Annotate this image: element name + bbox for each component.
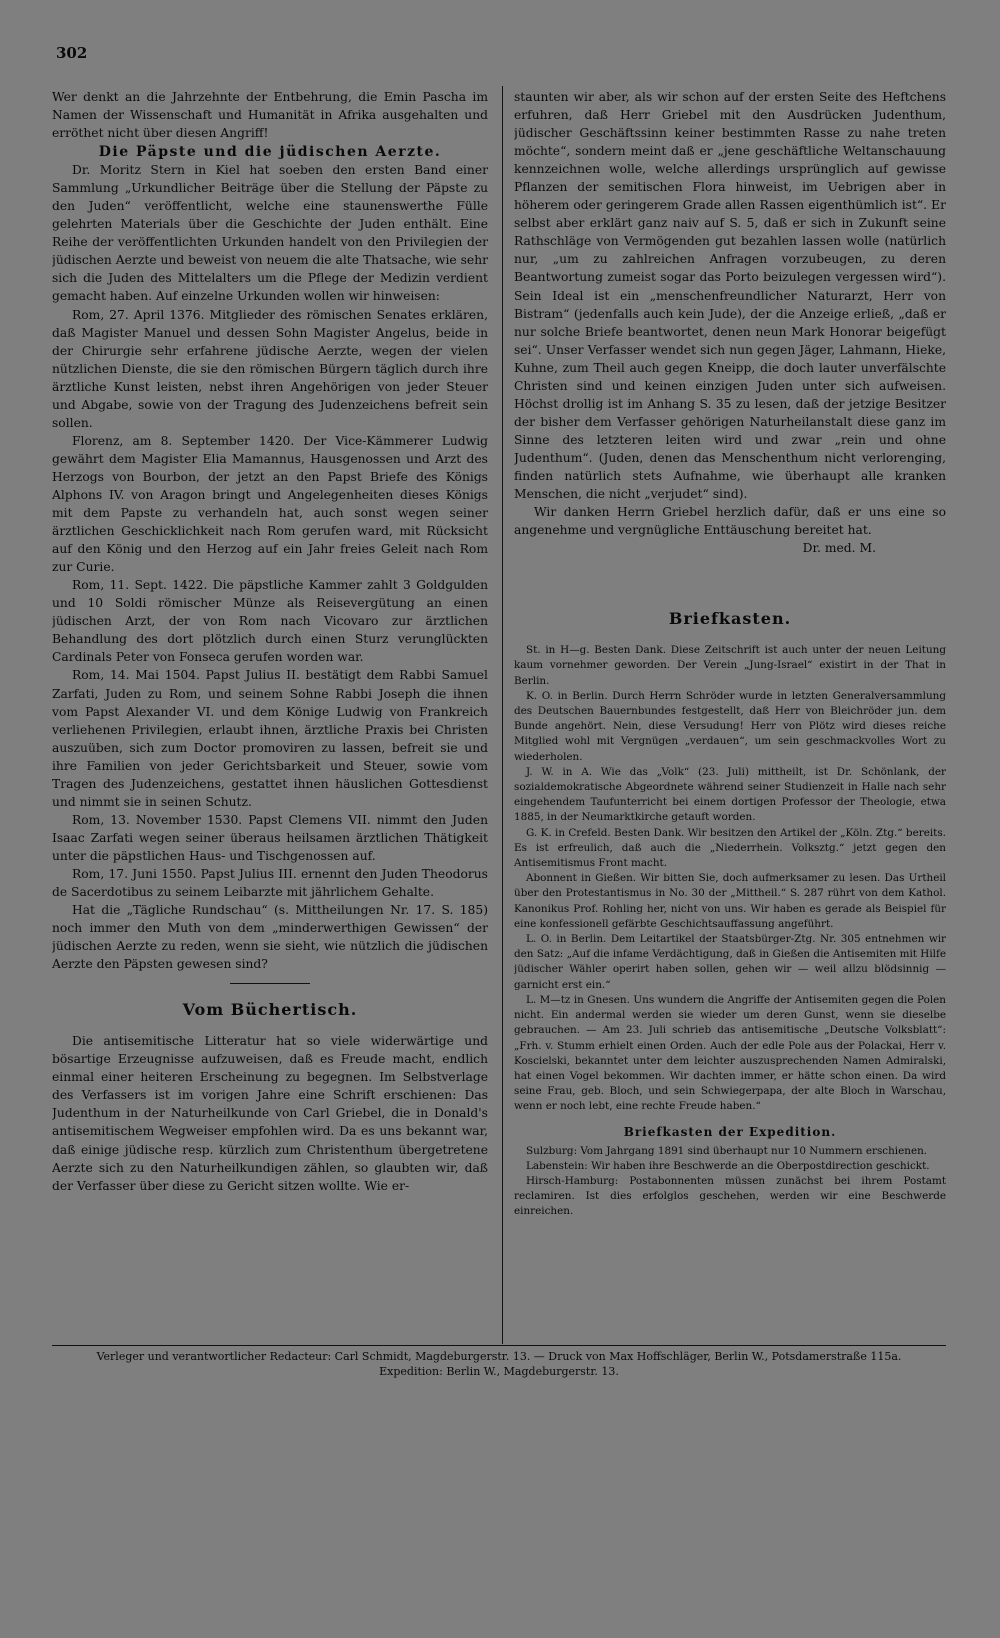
article-paragraph: Rom, 14. Mai 1504. Papst Julius II. bestätigt dem Rabbi Samuel Zarfati, Juden zu Rom, und seinem Sohne Rabbi Joseph die ihnen vom Papst Alexander VI. und dem Könige Ludwig von Frankreich verliehenen Privilegien, erlaubt ihnen, ärztliche Praxis bei Christen auszuüben, sich zum Doctor promoviren zu lassen, befreit sie und ihre Familien von jeder Gerichtsbarkeit und Steuer, sowie vom Tragen des Judenzeichens, gestattet ihnen häuslichen Gottesdienst und nimmt sie in seinen Schutz. (52, 668, 488, 809)
briefkasten-title: Briefkasten. (668, 609, 792, 629)
column-divider (502, 86, 503, 1344)
briefkasten-entry: J. W. in A. Wie das „Volk“ (23. Juli) mittheilt, ist Dr. Schönlank, der sozialdemokratische Abgeordnete während seiner Studienzeit in Halle nach sehr eingehendem Taufunterricht bei einem dortigen Professor der Theologie, etwa 1885, in der Neumarktkirche getauft worden. (514, 765, 946, 824)
review-paragraph: Wir danken Herrn Griebel herzlich dafür, daß er uns eine so angenehme und vergnügliche Enttäuschung bereitet hat. (514, 505, 946, 538)
article-paragraph: Hat die „Tägliche Rundschau“ (s. Mittheilungen Nr. 17. S. 185) noch immer den Muth von dem „minderwerthigen Gewissen“ der jüdischen Aerzte zu reden, wenn sie sieht, wie nützlich die jüdischen Aerzte den Päpsten gewesen sind? (52, 903, 488, 972)
expedition-title: Briefkasten der Expedition. (623, 1124, 837, 1139)
imprint-footer (52, 1349, 946, 1379)
page-number: 302 (56, 44, 88, 62)
expedition-entry: Hirsch-Hamburg: Postabonnenten müssen zunächst bei ihrem Postamt reclamiren. Ist dies erfolglos geschehen, werden wir eine Beschwerde einreichen. (514, 1174, 946, 1218)
article-paragraph: Rom, 27. April 1376. Mitglieder des römischen Senates erklären, daß Magister Manuel und dessen Sohn Magister Angelus, beide in der Chirurgie sehr erfahrene jüdische Aerzte, wegen der vielen nützlichen Dienste, die sie den römischen Bürgern täglich durch ihre ärztliche Kunst leisten, nebst ihren Angehörigen von jeder Steuer und Abgabe, sowie von der Tragung des Judenzeichens befreit sein sollen. (52, 307, 488, 430)
briefkasten-entry: Abonnent in Gießen. Wir bitten Sie, doch aufmerksamer zu lesen. Das Urtheil über den Protestantismus in No. 30 der „Mittheil.“ S. 287 rührt von dem Kathol. Kanonikus Prof. Rohling her, nicht von uns. Wir haben es gerade als Beispiel für eine konfessionell gefärbte Geschichtsauffassung angeführt. (514, 872, 946, 930)
signature: Dr. med. M. (802, 541, 876, 556)
briefkasten-entry: St. in H—g. Besten Dank. Diese Zeitschrift ist auch unter der neuen Leitung kaum vornehmer geworden. Der Verein „Jung-Israel“ existirt in der That in Berlin. (514, 644, 946, 687)
section-title: Vom Büchertisch. (182, 1000, 358, 1020)
expedition-entry: Labenstein: Wir haben ihre Beschwerde an die Oberpostdirection geschickt. (526, 1159, 930, 1172)
expedition-entry: Sulzburg: Vom Jahrgang 1891 sind überhaupt nur 10 Nummern erschienen. (526, 1144, 928, 1157)
imprint-line-expedition: Expedition: Berlin W., Magdeburgerstr. 13. (379, 1365, 619, 1378)
article-paragraph: Rom, 17. Juni 1550. Papst Julius III. ernennt den Juden Theodorus de Sacerdotibus zu seinem Leibarzte mit jährlichem Gehalte. (52, 866, 488, 900)
review-paragraph: staunten wir aber, als wir schon auf der ersten Seite des Heftchens erfuhren, daß Herr Griebel mit den Ausdrücken Judenthum, jüdischer Geschäftssinn keiner bestimmten Rasse zu nahe treten möchte“, sondern meint daß er „jene geschäftliche Weltanschauung kennzeichnen wolle, welche allerdings ursprünglich auf gewisse Pflanzen der semitischen Flora hinweist, im Uebrigen aber in höherem oder geringerem Grade allen Rassen eigenthümlich ist“. Er selbst aber erklärt ganz naiv auf S. 5, daß er sich in Zukunft seine Rathschläge von Vermögenden gut bezahlen lassen wolle (natürlich nur, „um zu zahlreichen Anfragen vorzubeugen, zu deren Beantwortung zumeist sogar das Porto beizulegen vergessen wird“). Sein Ideal ist ein „menschenfreundlicher Naturarzt, Herr von Bistram“ (jedenfalls auch kein Jude), der die Anzeige erließ, „daß er nur solche Briefe beantwortet, denen neun Mark Honorar beigefügt sei“. Unser Verfasser wendet sich nun gegen Jäger, Lahmann, Hieke, Kuhne, zum Theil auch gegen Kneipp, die doch lauter unverfälschte Christen sind und keinen einzigen Juden unter sich aufweisen. Höchst drollig ist im Anhang S. 35 zu lesen, daß der jetzige Besitzer der bisher dem Verfasser gehörigen Naturheilanstalt diese ganz im Sinne des letzteren leiten wird und zwar „rein und ohne Judenthum“. (Juden, denen das Menschenthum nicht verlorenging, finden natürlich stets Aufnahme, wie überhaupt alle kranken Menschen, die nicht „verjudet“ sind). (514, 90, 946, 502)
intro-paragraph: Wer denkt an die Jahrzehnte der Entbehrung, die Emin Pascha im Namen der Wissenschaft und Humanität in Afrika ausgehalten und erröthet nicht über diesen Angriff! (52, 90, 488, 141)
article-paragraph: Rom, 11. Sept. 1422. Die päpstliche Kammer zahlt 3 Goldgulden und 10 Soldi römischer Münze als Reisevergütung an einen jüdischen Arzt, der von Rom nach Vicovaro zur ärztlichen Behandlung des dort plötzlich durch einen Sturz verunglückten Cardinals Peter von Fonseca gerufen worden war. (52, 578, 488, 665)
briefkasten-entry: L. O. in Berlin. Dem Leitartikel der Staatsbürger-Ztg. Nr. 305 entnehmen wir den Satz: „Auf die infame Verdächtigung, daß in Gießen die Antisemiten mit Hilfe jüdischer Wähler operirt haben sollen, gehen wir — weil allzu blödsinnig — garnicht erst ein.“ (514, 933, 946, 991)
left-column (52, 88, 488, 1638)
article-title: Die Päpste und die jüdischen Aerzte. (98, 144, 442, 161)
right-column (514, 88, 946, 1348)
briefkasten-entries (514, 643, 946, 1114)
section-paragraph: Die antisemitische Litteratur hat so viele widerwärtige und bösartige Erzeugnisse aufzuweisen, daß es Freude macht, endlich einmal einer heiteren Erscheinung zu begegnen. Im Selbstverlage des Verfassers ist im vorigen Jahre eine Schrift erschienen: Das Judenthum in der Naturheilkunde von Carl Griebel, die in Donald's antisemitischem Wegweiser empfohlen wird. Da es uns bekannt war, daß einige jüdische resp. kürzlich zum Christenthum übergetretene Aerzte sich zu den Naturheilkundigen zählen, so glaubten wir, daß der Verfasser über diese zu Gericht sitzen wollte. Wie er- (52, 1034, 488, 1193)
section-divider (230, 983, 310, 984)
briefkasten-entry: G. K. in Crefeld. Besten Dank. Wir besitzen den Artikel der „Köln. Ztg.“ bereits. Es ist erfreulich, daß auch die „Niederrhein. Volksztg.“ jetzt gegen den Antisemitismus Front macht. (514, 826, 946, 870)
expedition-entries (514, 1144, 946, 1220)
article-paragraph: Florenz, am 8. September 1420. Der Vice-Kämmerer Ludwig gewährt dem Magister Elia Mamannus, Hausgenossen und Arzt des Herzogs von Bourbon, der jetzt an den Papst Briefe des Königs Alphons IV. von Aragon bringt und Angelegenheiten dieses Königs mit dem Papste zu verhandeln hat, auch sonst wegen seiner ärztlichen Geschicklichkeit nach Rom gerufen ward, mit Rücksicht auf den König und den Herzog auf ein Jahr freies Geleit nach Rom zur Curie. (52, 433, 488, 575)
briefkasten-entry: K. O. in Berlin. Durch Herrn Schröder wurde in letzten Generalversammlung des Deutschen Bauernbundes festgestellt, daß Herr von Bleichröder jun. dem Bunde angehört. Nein, diese Versudung! Herr von Plötz wird dieses reiche Mitglied wohl mit Vergnügen „verdauen“, um sein geschmackvolles Wort zu wiederholen. (514, 689, 946, 763)
imprint-line-publisher: Verleger und verantwortlicher Redacteur: Carl Schmidt, Magdeburgerstr. 13. — Druck von Max Hoffschläger, Berlin W., Potsdamerstraße 115a. (96, 1350, 902, 1363)
footer-divider (52, 1345, 946, 1346)
briefkasten-entry: L. M—tz in Gnesen. Uns wundern die Angriffe der Antisemiten gegen die Polen nicht. Ein andermal werden sie wieder um deren Gunst, wenn sie dieselbe gebrauchen. — Am 23. Juli schrieb das antisemitische „Deutsche Volksblatt“: „Frh. v. Stumm erhielt einen Orden. Auch der edle Pole aus der Polackai, Herr v. Koscielski, bekanntet unter dem leichter auszusprechenden Namen Admiralski, hat einen Vogel bekommen. Wir dachten immer, er hätte schon einen. Da wird seine Frau, geb. Bloch, und sein Schwiegerpapa, der alte Bloch in Warschau, wenn er noch lebt, eine rechte Freude haben.“ (514, 993, 946, 1113)
article-paragraph: Rom, 13. November 1530. Papst Clemens VII. nimmt den Juden Isaac Zarfati wegen seiner überaus heilsamen ärztlichen Thätigkeit unter die päpstlichen Haus- und Tischgenossen auf. (52, 812, 488, 863)
article-paragraph: Dr. Moritz Stern in Kiel hat soeben den ersten Band einer Sammlung „Urkundlicher Beiträge über die Stellung der Päpste zu den Juden“ veröffentlicht, welche eine staunenswerthe Fülle gelehrten Materials über die Geschichte der Juden enthält. Eine Reihe der veröffentlichten Urkunden handelt von den Privilegien der jüdischen Aerzte und beweist von neuem die alte Thatsache, wie sehr sich die Juden des Mittelalters um die Pflege der Medizin verdient gemacht haben. Auf einzelne Urkunden wollen wir hinweisen: (52, 163, 488, 304)
